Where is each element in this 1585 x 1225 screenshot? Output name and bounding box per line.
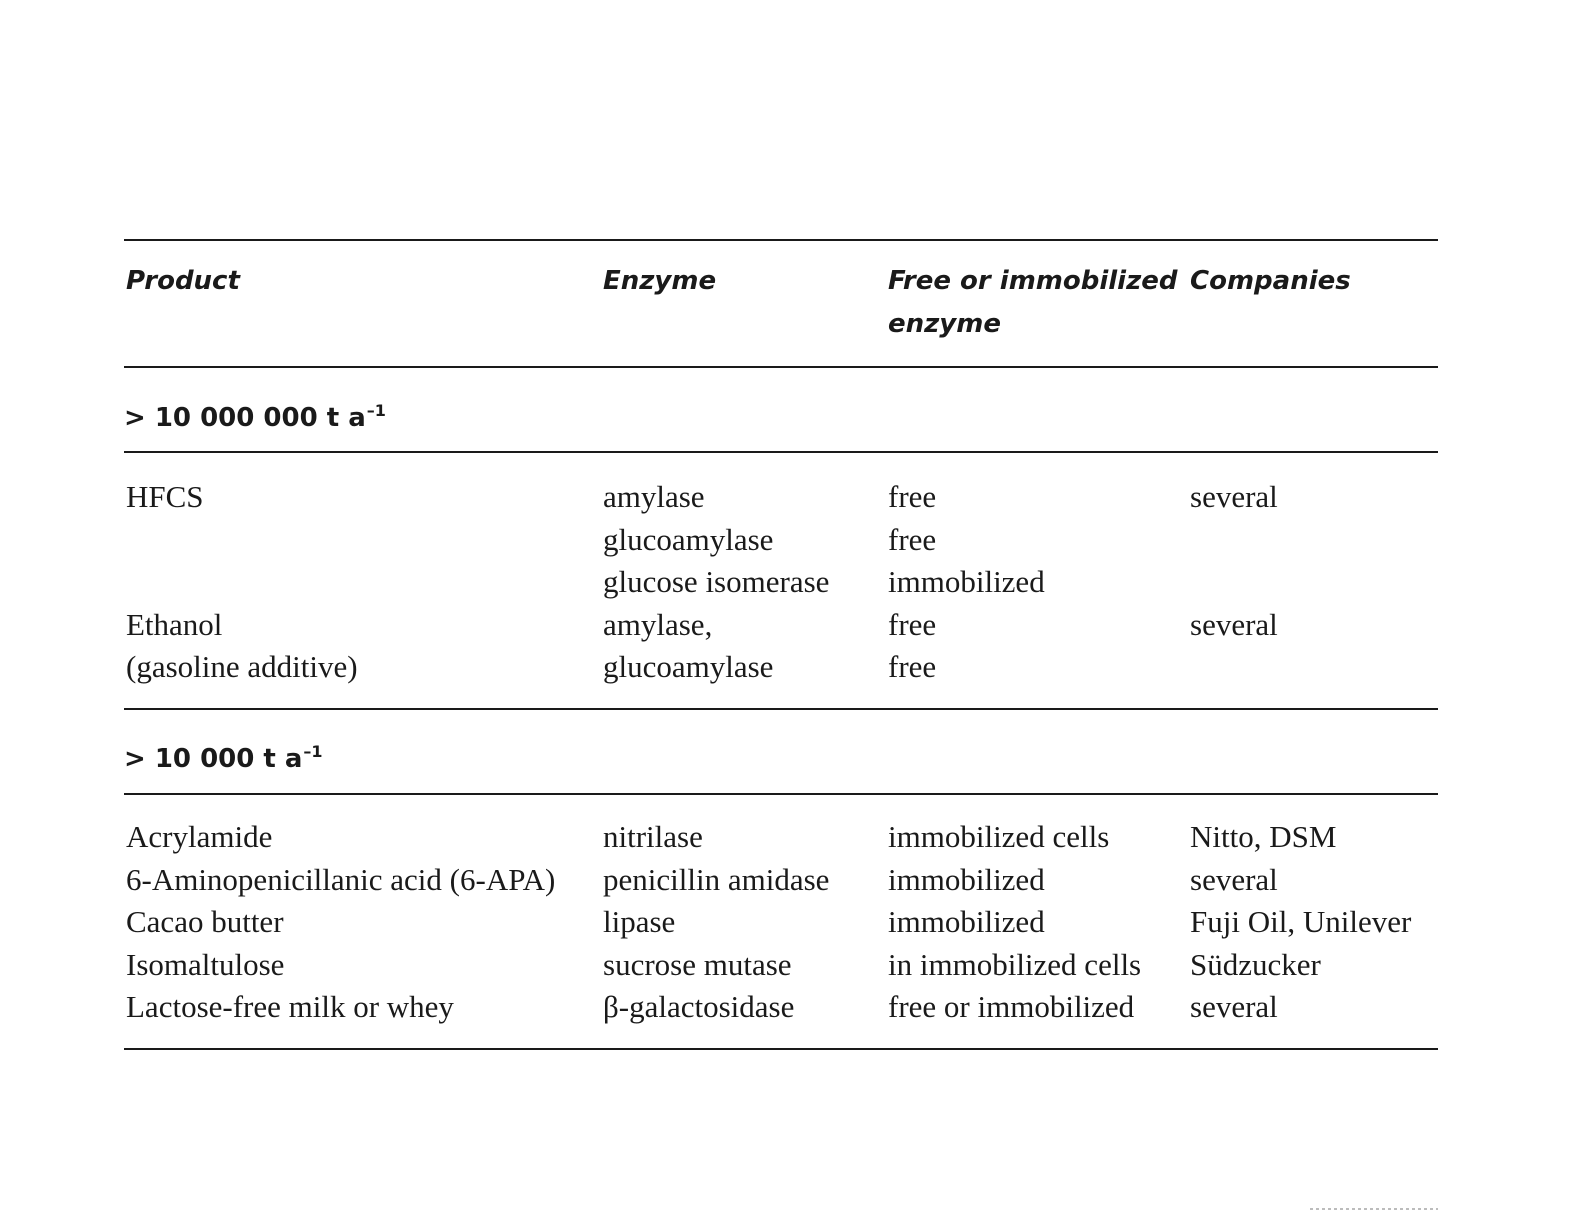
cell-enzyme: β-galactosidase (603, 989, 795, 1024)
cell-companies: several (1190, 989, 1278, 1024)
table-row (124, 645, 1438, 688)
cell-enzyme: glucoamylase (603, 522, 774, 557)
section-label-1-exponent: –1 (366, 401, 386, 420)
cell-form: immobilized cells (888, 819, 1110, 854)
cell-form: in immobilized cells (888, 947, 1142, 982)
cell-companies: Südzucker (1190, 947, 1321, 982)
header-form-line1: Free or immobilized (888, 266, 1178, 296)
cell-enzyme: glucoamylase (603, 649, 774, 684)
enzyme-products-table (124, 0, 1438, 1225)
section-label-2-text: > 10 000 t a (124, 744, 303, 774)
cell-form: free (888, 649, 937, 684)
cell-product: Lactose-free milk or whey (126, 989, 454, 1024)
page-edge-mark (1310, 1208, 1438, 1210)
header-companies: Companies (1190, 266, 1351, 296)
table-row (124, 518, 1438, 561)
cell-product: (gasoline additive) (126, 649, 358, 684)
table-row (124, 943, 1438, 986)
cell-form: free or immobilized (888, 989, 1135, 1024)
cell-product: Ethanol (126, 607, 223, 642)
cell-companies: several (1190, 479, 1278, 514)
header-rule (124, 366, 1438, 368)
header-enzyme: Enzyme (603, 266, 717, 296)
cell-product: Cacao butter (126, 904, 284, 939)
cell-companies: Nitto, DSM (1190, 819, 1337, 854)
table-bottom-rule (124, 1048, 1438, 1050)
section-2-rule (124, 793, 1438, 795)
section-1-rule (124, 451, 1438, 453)
cell-companies: several (1190, 862, 1278, 897)
table-row (124, 815, 1438, 858)
cell-companies: Fuji Oil, Unilever (1190, 904, 1412, 939)
cell-form: immobilized (888, 862, 1045, 897)
section-label-1-text: > 10 000 000 t a (124, 403, 366, 433)
cell-form: free (888, 607, 937, 642)
cell-enzyme: nitrilase (603, 819, 703, 854)
section-label-2 (124, 730, 323, 781)
cell-enzyme: amylase (603, 479, 705, 514)
table-row (124, 985, 1438, 1028)
cell-enzyme: glucose isomerase (603, 564, 830, 599)
table-row (124, 900, 1438, 943)
cell-enzyme: amylase, (603, 607, 713, 642)
cell-form: free (888, 479, 937, 514)
cell-form: immobilized (888, 564, 1045, 599)
cell-enzyme: lipase (603, 904, 676, 939)
table-row (124, 475, 1438, 518)
table-row (124, 603, 1438, 646)
header-product: Product (126, 266, 240, 296)
cell-enzyme: penicillin amidase (603, 862, 830, 897)
cell-product: 6-Aminopenicillanic acid (6-APA) (126, 862, 556, 897)
cell-product: HFCS (126, 479, 204, 514)
cell-product: Acrylamide (126, 819, 273, 854)
cell-companies: several (1190, 607, 1278, 642)
header-form-line2: enzyme (888, 309, 1001, 339)
table-top-rule (124, 239, 1438, 241)
cell-form: immobilized (888, 904, 1045, 939)
cell-product: Isomaltulose (126, 947, 285, 982)
section-1-end-rule (124, 708, 1438, 710)
table-row (124, 560, 1438, 603)
section-label-1 (124, 389, 386, 440)
cell-form: free (888, 522, 937, 557)
section-label-2-exponent: –1 (303, 742, 323, 761)
table-row (124, 858, 1438, 901)
cell-enzyme: sucrose mutase (603, 947, 792, 982)
